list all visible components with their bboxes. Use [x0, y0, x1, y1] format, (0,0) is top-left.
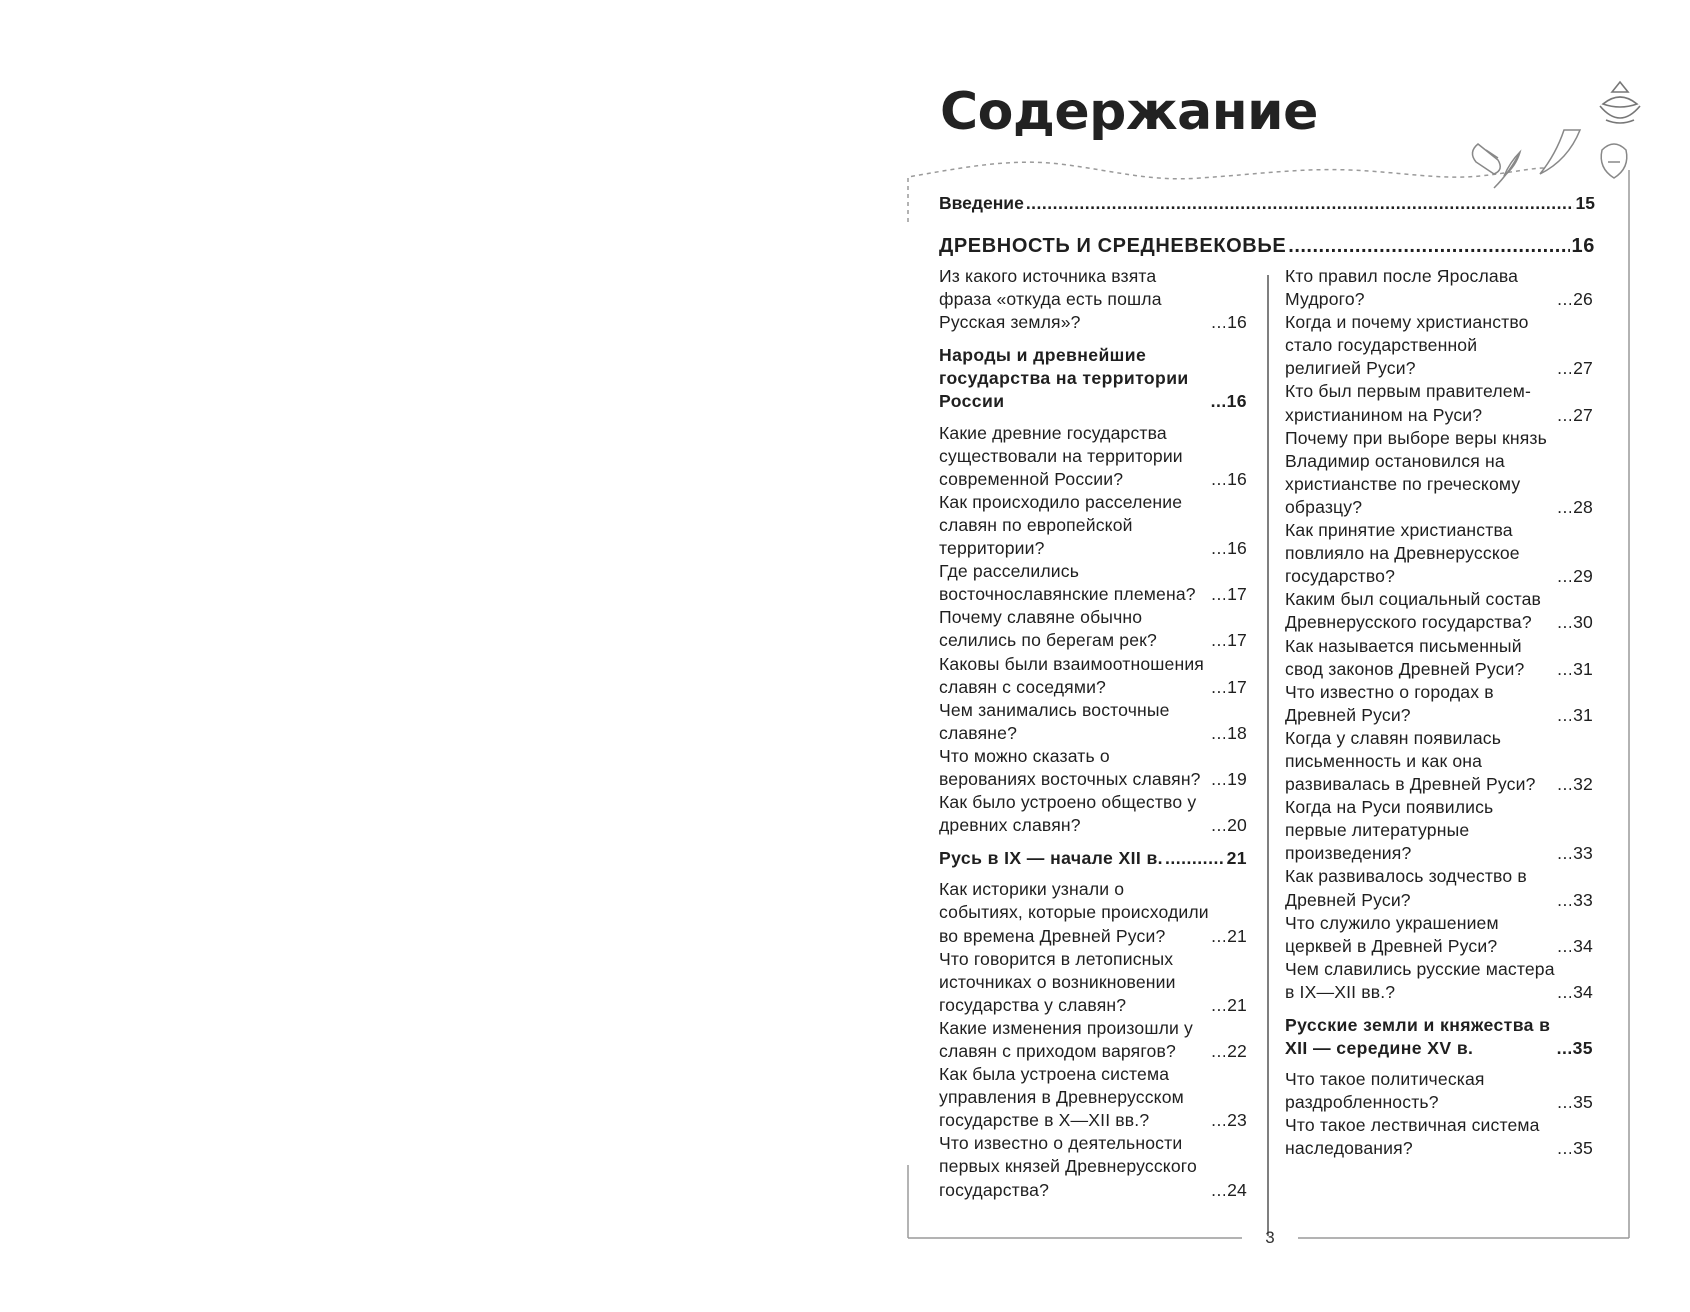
page-number: 3	[1265, 1228, 1275, 1247]
toc-entry[interactable]	[1285, 265, 1593, 311]
toc-entry-page: 30	[1573, 612, 1593, 633]
toc-left-column	[939, 265, 1247, 1202]
toc-entry[interactable]	[1285, 958, 1593, 1004]
toc-entry-title: Русь в IX — начале XII в.	[939, 848, 1163, 869]
toc-entry-page: 23	[1227, 1110, 1247, 1131]
toc-entry-title: Кто был первым правителем-христианином на Руси?	[1285, 381, 1531, 425]
leader-dots	[1211, 311, 1225, 334]
leader-dots	[1557, 357, 1571, 380]
toc-entry-page: 35	[1573, 1092, 1593, 1113]
toc-entry[interactable]	[1285, 588, 1593, 634]
leader-dots	[1557, 935, 1571, 958]
leader-dots	[1211, 583, 1225, 606]
toc-entry[interactable]	[1285, 1068, 1593, 1114]
toc-entry-title: Что такое лествичная система наследования?	[1285, 1115, 1540, 1159]
toc-entry-page: 24	[1227, 1179, 1247, 1200]
leader-dots	[1211, 390, 1225, 413]
toc-entry[interactable]	[1285, 727, 1593, 796]
toc-entry-page: 19	[1227, 768, 1247, 789]
leader-dots	[1557, 981, 1571, 1004]
toc-entry-page: 21	[1227, 994, 1247, 1015]
toc-entry-page: 34	[1573, 981, 1593, 1002]
leader-dots	[1211, 1179, 1225, 1202]
toc-entry-title: Чем славились русские мастера в IX—XII вв.?	[1285, 958, 1555, 1002]
toc-entry[interactable]	[939, 653, 1247, 699]
toc-entry-page: 16	[1226, 391, 1247, 412]
leader-dots	[1557, 288, 1571, 311]
toc-entry[interactable]	[1285, 427, 1593, 519]
toc-entry[interactable]	[1285, 311, 1593, 380]
toc-entry[interactable]	[939, 745, 1247, 791]
leader-dots	[1211, 1040, 1225, 1063]
toc-entry[interactable]	[1285, 912, 1593, 958]
toc-entry-page: 16	[1227, 312, 1247, 333]
leader-dots	[1211, 722, 1225, 745]
toc-entry-page: 34	[1573, 935, 1593, 956]
leader-dots	[1211, 768, 1225, 791]
leader-dots	[1557, 496, 1571, 519]
toc-entry-title: Почему славяне обычно селились по берегам рек?	[939, 607, 1157, 651]
toc-section-heading[interactable]	[939, 344, 1247, 413]
toc-entry-page: 17	[1227, 676, 1247, 697]
toc-entry-page: 33	[1573, 889, 1593, 910]
toc-entry-title: Из какого источника взята фраза «откуда есть пошла Русская земля»?	[939, 266, 1162, 333]
toc-section-heading[interactable]	[1285, 1014, 1593, 1060]
leader-dots	[1288, 233, 1569, 259]
toc-entry[interactable]	[939, 948, 1247, 1017]
toc-entry[interactable]	[939, 1132, 1247, 1201]
toc-entry[interactable]	[1285, 865, 1593, 911]
leader-dots	[1211, 1109, 1225, 1132]
leader-dots	[1557, 1037, 1571, 1060]
toc-entry-page: 18	[1227, 722, 1247, 743]
toc-entry-page: 31	[1573, 658, 1593, 679]
toc-entry[interactable]	[939, 699, 1247, 745]
leader-dots	[1557, 889, 1571, 912]
toc-intro-title: Введение	[939, 193, 1024, 213]
toc-entry-page: 20	[1227, 815, 1247, 836]
toc-entry[interactable]	[939, 878, 1247, 947]
leader-dots	[1557, 611, 1571, 634]
leader-dots	[1557, 565, 1571, 588]
leader-dots	[1557, 1137, 1571, 1160]
toc-entry-title: Как историки узнали о событиях, которые происходили во времена Древней Руси?	[939, 879, 1209, 946]
toc-entry-title: Когда на Руси появились первые литературные произведения?	[1285, 797, 1494, 864]
leader-dots	[1211, 629, 1225, 652]
toc-entry-title: Как называется письменный свод законов Древней Руси?	[1285, 635, 1525, 679]
toc-entry-title: Что известно о городах в Древней Руси?	[1285, 681, 1494, 725]
toc-entry[interactable]	[939, 1017, 1247, 1063]
toc-entry-page: 35	[1573, 1138, 1593, 1159]
toc-entry-title: Что служило украшением церквей в Древней Руси?	[1285, 912, 1499, 956]
toc-entry[interactable]	[1285, 635, 1593, 681]
toc-entry-page: 28	[1573, 496, 1593, 517]
toc-entry[interactable]	[1285, 380, 1593, 426]
page-title: Содержание	[940, 82, 1318, 142]
leader-dots	[1211, 814, 1225, 837]
toc-entry-page: 27	[1573, 358, 1593, 379]
toc-entry-title: Какие древние государства существовали на территории современной России?	[939, 422, 1183, 489]
toc-entry[interactable]	[939, 1063, 1247, 1132]
leader-dots	[1557, 842, 1571, 865]
toc-entry-page: 33	[1573, 843, 1593, 864]
toc-entry-title: Когда у славян появилась письменность и как она развивалась в Древней Руси?	[1285, 727, 1536, 795]
toc-part-heading[interactable]	[939, 233, 1595, 259]
leader-dots	[1211, 537, 1225, 560]
leader-dots	[1557, 658, 1571, 681]
toc-entry-title: Какие изменения произошли у славян с приходом варягов?	[939, 1017, 1193, 1061]
toc-entry[interactable]	[939, 560, 1247, 606]
toc-entry-title: Каковы были взаимоотношения славян с соседями?	[939, 653, 1204, 697]
toc-entry-page: 29	[1573, 566, 1593, 587]
helmet-icon	[1601, 144, 1627, 178]
leader-dots	[1557, 1091, 1571, 1114]
leader-dots	[1211, 994, 1225, 1017]
toc-entry-page: 27	[1573, 404, 1593, 425]
leader-dots	[1557, 404, 1571, 427]
toc-entry-title: Как было устроено общество у древних славян?	[939, 792, 1197, 836]
toc-entry[interactable]	[939, 422, 1247, 491]
toc-entry-title: Когда и почему христианство стало государственной религией Руси?	[1285, 312, 1529, 379]
toc-entry[interactable]	[939, 791, 1247, 837]
toc-entry-title: Каким был социальный состав Древнерусского государства?	[1285, 589, 1542, 633]
toc-entry[interactable]	[939, 606, 1247, 652]
toc-entry[interactable]	[1285, 519, 1593, 588]
toc-entry-title: Что можно сказать о верованиях восточных славян?	[939, 745, 1201, 789]
leader-dots	[1211, 925, 1225, 948]
toc-entry-page: 32	[1573, 774, 1593, 795]
toc-entry[interactable]	[1285, 796, 1593, 865]
toc-intro[interactable]	[939, 192, 1595, 214]
leader-dots	[1557, 773, 1571, 796]
leader-dots	[1026, 192, 1574, 214]
leader-dots	[1211, 468, 1225, 491]
toc-entry-title: Русские земли и княжества в XII — середине XV в.	[1285, 1015, 1551, 1059]
leader-dots	[1165, 847, 1225, 870]
toc-entry-title: Как была устроена система управления в Древнерусском государстве в X—XII вв.?	[939, 1064, 1184, 1131]
toc-section-heading[interactable]	[939, 847, 1247, 870]
toc-entry-title: Народы и древнейшие государства на территории России	[939, 345, 1189, 412]
toc-entry-page: 17	[1227, 584, 1247, 605]
toc-entry-page: 31	[1573, 704, 1593, 725]
toc-entry-title: Как развивалось зодчество в Древней Руси?	[1285, 866, 1527, 910]
scroll-icon	[1472, 144, 1500, 174]
toc-entry-title: Что такое политическая раздробленность?	[1285, 1069, 1485, 1113]
toc-entry-title: Что известно о деятельности первых князей Древнерусского государства?	[939, 1133, 1197, 1200]
toc-entry-page: 17	[1227, 630, 1247, 651]
toc-entry[interactable]	[939, 265, 1247, 334]
toc-entry-title: Чем занимались восточные славяне?	[939, 699, 1170, 743]
horn-icon	[1540, 130, 1580, 174]
toc-entry-page: 21	[1226, 848, 1247, 869]
toc-entry-page: 21	[1227, 925, 1247, 946]
toc-entry-page: 16	[1227, 468, 1247, 489]
toc-entry-page: 35	[1572, 1038, 1593, 1059]
toc-entry[interactable]	[939, 491, 1247, 560]
toc-entry-title: Что говорится в летописных источниках о возникновении государства у славян?	[939, 948, 1176, 1015]
leader-dots	[1211, 676, 1225, 699]
toc-entry-page: 16	[1227, 538, 1247, 559]
toc-entry[interactable]	[1285, 1114, 1593, 1160]
toc-entry-title: Кто правил после Ярослава Мудрого?	[1285, 266, 1519, 310]
toc-entry[interactable]	[1285, 681, 1593, 727]
leader-dots	[1557, 704, 1571, 727]
toc-entry-page: 22	[1227, 1041, 1247, 1061]
toc-entry-title: Как принятие христианства повлияло на Древнерусское государство?	[1285, 520, 1520, 587]
toc-entry-page: 26	[1573, 289, 1593, 310]
toc-intro-page: 15	[1575, 193, 1595, 213]
toc-part-page: 16	[1571, 235, 1595, 257]
toc-part-title: ДРЕВНОСТЬ И СРЕДНЕВЕКОВЬЕ	[939, 235, 1287, 257]
toc-right-column	[1285, 265, 1593, 1161]
toc-entry-title: Как происходило расселение славян по европейской территории?	[939, 491, 1183, 559]
lamp-icon	[1600, 82, 1640, 123]
toc-entry-title: Где расселились восточнославянские племена?	[939, 561, 1196, 605]
toc-entry-title: Почему при выборе веры князь Владимир остановился на христианстве по греческому образцу?	[1285, 427, 1547, 517]
